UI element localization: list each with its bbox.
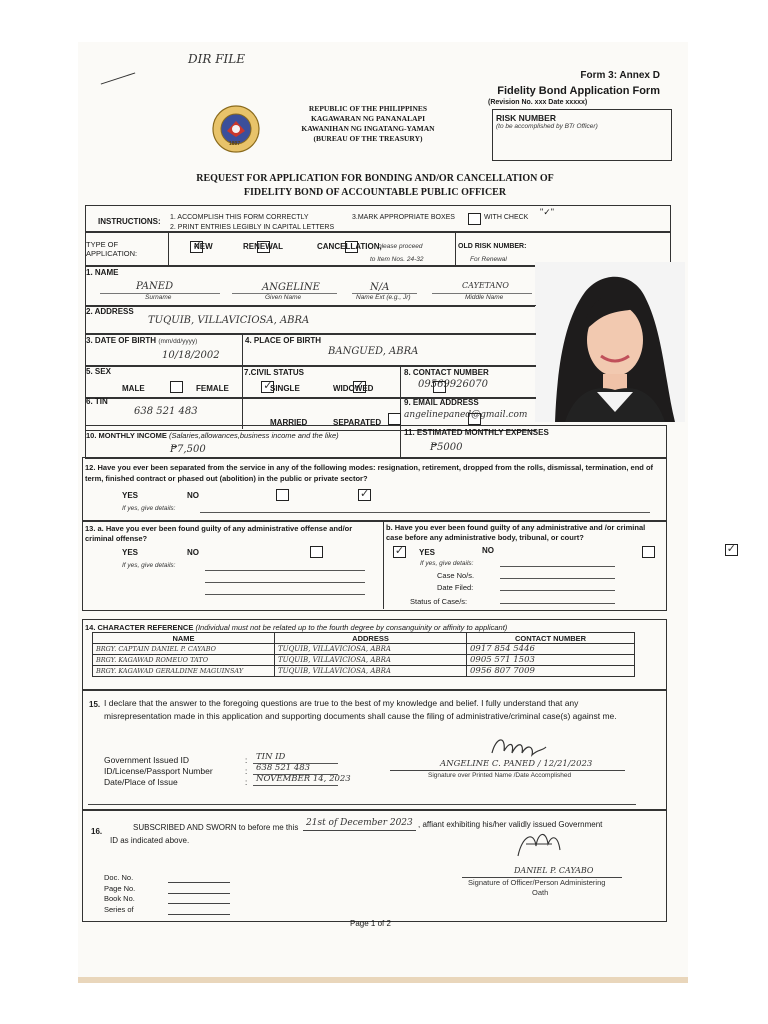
seal-year: 1897: [229, 141, 241, 147]
pob-label: 4. PLACE OF BIRTH: [245, 336, 322, 345]
page-no-label: Page No.: [104, 883, 136, 893]
middle-name-caption: Middle Name: [465, 294, 504, 301]
officer-signature: [512, 826, 564, 867]
sworn-text-1: SUBSCRIBED AND SWORN to before me this: [133, 823, 299, 832]
address-label: 2. ADDRESS: [86, 307, 134, 316]
page-no-line: [168, 893, 230, 894]
id-number-value: 638 521 483: [256, 763, 311, 773]
cancel-note-2: to Item Nos. 24-32: [370, 256, 424, 263]
dob-format: (mm/dd/yyyy): [158, 338, 198, 345]
q12-details-label: If yes, give details:: [122, 505, 176, 512]
widowed-label: WIDOWED: [333, 384, 374, 393]
main-title-line-2: FIDELITY BOND OF ACCOUNTABLE PUBLIC OFFICER: [243, 187, 507, 198]
table-row: [93, 666, 635, 677]
q13b-no-checkbox[interactable]: [725, 544, 738, 556]
book-no-label: Book No.: [104, 894, 135, 903]
declaration-number: 15.: [89, 700, 101, 709]
ref-contact: 0905 571 1503: [467, 655, 635, 666]
status-cases-label: Status of Case/s:: [410, 597, 468, 606]
tin-label: 6. TIN: [86, 397, 108, 406]
agency-header: [288, 104, 448, 144]
cancel-note: please proceed: [378, 243, 423, 250]
income-label-text: 10. MONTHLY INCOME: [86, 431, 167, 440]
series-label: Series of: [104, 904, 134, 914]
reference-note: (Individual must not be related up to the fourth degree by consanguinity or affinity to applicant): [195, 623, 508, 632]
id-colons: : : :: [245, 756, 248, 787]
q13a-yes-checkbox[interactable]: [310, 546, 323, 558]
id-line-1: [253, 763, 338, 764]
q13b-details-label: If yes, give details:: [420, 560, 474, 567]
q13b-no-label: NO: [482, 546, 494, 555]
divider: [455, 231, 456, 265]
form-title: Fidelity Bond Application Form: [497, 85, 660, 97]
sworn-date-line: [303, 830, 416, 831]
case-no-line: [500, 578, 615, 579]
doc-no-line: [168, 882, 230, 883]
pob-value: BANGUED, ABRA: [328, 346, 419, 357]
monthly-income-value: ₱7,500: [170, 444, 206, 455]
ref-contact: 0956 807 7009: [467, 666, 635, 677]
risk-number-box: [492, 109, 672, 161]
check-mark-sample: "✓": [540, 207, 554, 217]
separated-label: SEPARATED: [333, 418, 382, 427]
top-handwritten-note: DIR FILE: [188, 52, 246, 66]
married-label: MARRIED: [270, 418, 308, 427]
male-checkbox[interactable]: [170, 381, 183, 393]
q12-no-label: NO: [187, 491, 199, 500]
ref-address: TUQUIB, VILLAVICIOSA, ABRA: [275, 655, 467, 666]
character-reference-title: [85, 623, 507, 632]
divider: [383, 521, 384, 609]
q13a-no-label: NO: [187, 548, 199, 557]
risk-number-note: (to be accomplished by BTr Officer): [496, 123, 598, 130]
divider: [168, 231, 169, 265]
instruction-2: 2. PRINT ENTRIES LEGIBLY IN CAPITAL LETTERS: [170, 224, 335, 231]
ref-name: BRGY. KAGAWAD ROMEUO TATO: [93, 655, 275, 666]
male-label: MALE: [122, 384, 145, 393]
given-name-caption: Given Name: [265, 294, 302, 301]
question-12-text: 12. Have you ever been separated from the service in any of the following modes: resignation, retirement, dropped from the rolls, dismissal, termination, end of term, finished contract or phased out (abolition) in the public or private sector?: [85, 463, 654, 483]
sworn-number: 16.: [91, 827, 103, 836]
q13b-details-line: [500, 566, 615, 567]
agency-line-3: KAWANIHAN NG INGATANG-YAMAN: [301, 124, 435, 133]
cancellation-label: CANCELLATION,: [317, 242, 382, 251]
series-line: [168, 914, 230, 915]
gov-id-value: TIN ID: [256, 752, 286, 762]
question-13a-text: 13. a. Have you ever been found guilty of any administrative offense and/or criminal offense?: [85, 524, 353, 543]
date-place-value: NOVEMBER 14, 2023: [256, 774, 351, 784]
dob-label: [86, 336, 197, 346]
old-risk-number-label: OLD RISK NUMBER:: [458, 243, 527, 250]
q13b-yes-label: YES: [419, 548, 436, 557]
ref-contact: 0917 854 5446: [467, 644, 635, 655]
id-line-2: [253, 774, 338, 775]
income-note: (Salaries,allowances,business income and the like): [168, 431, 339, 440]
date-filed-label: Date Filed:: [437, 583, 474, 592]
ref-name: BRGY. KAGAWAD GERALDINE MAGUINSAY: [93, 666, 275, 677]
declaration-text: I declare that the answer to the foregoing questions are true to the best of my knowledge and belief. I fully understand that any misrepresentation made in this application and supporting documents shall cause the filing of administrative/criminal case(s) against me.: [104, 698, 617, 721]
notarial-labels: [104, 873, 135, 915]
applicant-photo: [535, 262, 685, 422]
email-value: angelinepaned@gmail.com: [404, 410, 528, 420]
sworn-text-3: ID as indicated above.: [110, 836, 190, 845]
gov-id-label: Government Issued ID: [104, 755, 190, 765]
form-id: Form 3: Annex D: [580, 70, 660, 81]
id-number-label: ID/License/Passport Number: [104, 766, 213, 776]
new-label: NEW: [194, 242, 213, 251]
doc-no-label: Doc. No.: [104, 873, 134, 882]
agency-line-1: REPUBLIC OF THE PHILIPPINES: [308, 104, 428, 113]
q13a-details-label: If yes, give details:: [122, 562, 176, 569]
signer-name-date: ANGELINE C. PANED / 12/21/2023: [440, 759, 593, 769]
agency-line-4: (BUREAU OF THE TREASURY): [313, 134, 423, 143]
ref-header-address: ADDRESS: [275, 633, 467, 644]
date-place-label: Date/Place of Issue: [104, 777, 178, 787]
single-label: SINGLE: [270, 384, 300, 393]
reference-label: 14. CHARACTER REFERENCE: [85, 623, 194, 632]
main-title: [150, 172, 600, 200]
id-line-3: [253, 785, 338, 786]
q12-details-line: [200, 512, 650, 513]
question-13b-text: b. Have you ever been found guilty of any administrative and /or criminal case before any administrative body, tribunal, or court?: [386, 523, 646, 542]
date-filed-line: [500, 590, 615, 591]
case-no-label: Case No/s.: [437, 571, 475, 580]
bureau-seal-icon: [210, 104, 262, 159]
oath-caption: Oath: [532, 888, 549, 897]
tin-value: 638 521 483: [134, 406, 198, 417]
address-value: TUQUIB, VILLAVICIOSA, ABRA: [148, 315, 310, 326]
given-name-value: ANGELINE: [262, 282, 320, 293]
middle-name-value: CAYETANO: [462, 281, 509, 290]
book-no-line: [168, 903, 230, 904]
officer-name: DANIEL P. CAYABO: [514, 866, 594, 875]
page-footer: Page 1 of 2: [350, 919, 391, 928]
q13a-line-1: [205, 570, 365, 571]
signature-line: [390, 770, 625, 771]
id-labels: [104, 755, 213, 788]
name-ext-value: N/A: [370, 282, 390, 293]
signature-caption: Signature over Printed Name /Date Accomplished: [428, 772, 572, 779]
instruction-3b: WITH CHECK: [484, 214, 529, 221]
civil-status-label: 7.CIVIL STATUS: [244, 368, 305, 377]
ref-header-name: NAME: [93, 633, 275, 644]
q12-yes-checkbox[interactable]: [276, 489, 289, 501]
sworn-date: 21st of December 2023: [306, 818, 413, 828]
q13a-line-2: [205, 582, 365, 583]
id-values: [256, 752, 351, 785]
monthly-income-label: [86, 431, 339, 440]
instruction-1: 1. ACCOMPLISH THIS FORM CORRECTLY: [170, 214, 309, 221]
ref-address: TUQUIB, VILLAVICIOSA, ABRA: [275, 666, 467, 677]
risk-number-label: RISK NUMBER: [496, 113, 556, 123]
table-row: [93, 655, 635, 666]
reference-header-row: [93, 633, 635, 644]
divider: [400, 425, 401, 457]
married-checkbox[interactable]: [388, 413, 401, 425]
email-label: 9. EMAIL ADDRESS: [404, 398, 479, 407]
ref-header-contact: CONTACT NUMBER: [467, 633, 635, 644]
contact-number-value: 09569926070: [418, 379, 488, 390]
contact-number-label: 8. CONTACT NUMBER: [404, 368, 489, 377]
q12-yes-label: YES: [122, 491, 139, 500]
dob-value: 10/18/2002: [162, 350, 220, 361]
dob-label-text: 3. DATE OF BIRTH: [86, 336, 157, 345]
ref-name: BRGY. CAPTAIN DANIEL P. CAYABO: [93, 644, 275, 655]
instruction-3: 3.MARK APPROPRIATE BOXES: [352, 214, 455, 221]
declaration-separator: [88, 804, 636, 805]
monthly-expenses-value: ₱5000: [430, 442, 463, 453]
revision-note: (Revision No. xxx Date xxxxx): [488, 99, 588, 106]
main-title-line-1: REQUEST FOR APPLICATION FOR BONDING AND/OR CANCELLATION OF: [196, 173, 554, 184]
surname-caption: Surname: [145, 294, 172, 301]
type-of-application-label: TYPE OF APPLICATION:: [86, 240, 138, 258]
sworn-text-2: , affiant exhibiting his/her validly issued Government: [418, 820, 603, 829]
reference-table: [92, 632, 635, 677]
q12-no-checkbox[interactable]: [358, 489, 371, 501]
renewal-label: RENEWAL: [243, 242, 283, 251]
name-label: 1. NAME: [86, 268, 119, 277]
q13a-yes-label: YES: [122, 548, 139, 557]
q13b-yes-checkbox[interactable]: [642, 546, 655, 558]
status-line: [500, 603, 615, 604]
q13a-line-3: [205, 594, 365, 595]
instructions-label: INSTRUCTIONS:: [98, 217, 161, 226]
divider: [242, 333, 243, 365]
q13a-no-checkbox[interactable]: [393, 546, 406, 558]
sample-checkbox: [468, 213, 481, 225]
for-renewal-note: For Renewal: [470, 256, 507, 263]
monthly-expenses-label: 11. ESTIMATED MONTHLY EXPENSES: [404, 428, 549, 437]
table-row: [93, 644, 635, 655]
officer-caption: Signature of Officer/Person Administering: [468, 878, 606, 887]
ref-address: TUQUIB, VILLAVICIOSA, ABRA: [275, 644, 467, 655]
surname-value: PANED: [136, 281, 174, 292]
agency-line-2: KAGAWARAN NG PANANALAPI: [310, 114, 426, 123]
name-ext-caption: Name Ext (e.g., Jr): [356, 294, 411, 301]
sex-label: 5. SEX: [86, 367, 111, 376]
female-label: FEMALE: [196, 384, 229, 393]
